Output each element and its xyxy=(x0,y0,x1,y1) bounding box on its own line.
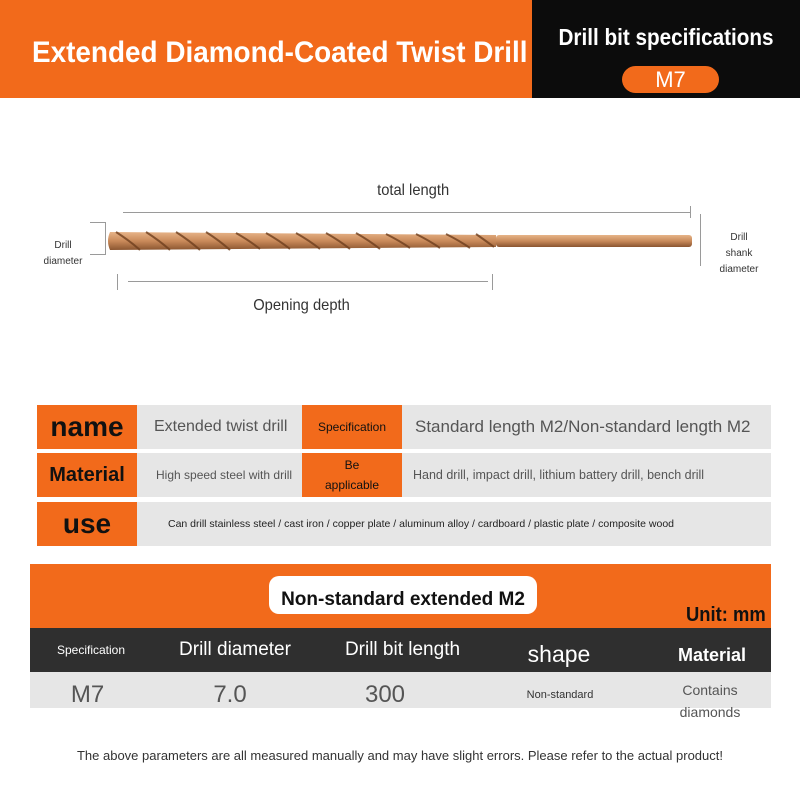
spec-table-title: Non-standard extended M2 xyxy=(269,576,537,614)
spec-heading: Drill bit specifications xyxy=(558,24,774,50)
drill-diagram xyxy=(0,160,800,330)
th-material: Material xyxy=(677,644,747,665)
spec-panel xyxy=(532,0,800,98)
header-banner xyxy=(0,0,532,98)
use-label: use xyxy=(37,502,137,546)
total-length-tick xyxy=(690,206,691,218)
opening-depth-tick-right xyxy=(492,274,493,290)
specification-label: Specification xyxy=(302,405,402,449)
use-value: Can drill stainless steel / cast iron / copper plate / aluminum alloy / cardboard / plastic plate / composite wood xyxy=(168,518,674,530)
name-value: Extended twist drill xyxy=(154,418,288,435)
applicable-value: Hand drill, impact drill, lithium battery drill, bench drill xyxy=(413,468,705,482)
opening-depth-label: Opening depth xyxy=(253,297,350,314)
page-title: Extended Diamond-Coated Twist Drill xyxy=(32,36,528,69)
material-value: High speed steel with drill xyxy=(156,468,293,482)
drill-bit-image xyxy=(106,226,696,256)
th-drill-bit-length: Drill bit length xyxy=(344,639,461,660)
diameter-cap-top xyxy=(90,222,106,223)
td-shape: Non-standard xyxy=(526,689,594,701)
shank-diameter-tick xyxy=(700,214,701,266)
td-specification: M7 xyxy=(70,681,105,708)
th-drill-diameter: Drill diameter xyxy=(179,639,291,660)
info-row-name xyxy=(37,405,771,449)
total-length-line xyxy=(123,212,690,213)
info-row-use xyxy=(37,502,771,546)
name-label: name xyxy=(37,405,137,449)
td-drill-diameter: 7.0 xyxy=(213,681,247,708)
info-row-material xyxy=(37,453,771,497)
applicable-label: Be applicable xyxy=(302,453,402,497)
td-material: Contains diamonds xyxy=(679,682,741,720)
th-specification: Specification xyxy=(56,643,126,657)
drill-diameter-label: Drill diameter xyxy=(43,240,83,267)
footer-disclaimer: The above parameters are all measured manually and may have slight errors. Please refer to the actual product! xyxy=(76,748,723,763)
td-drill-bit-length: 300 xyxy=(364,681,406,708)
opening-depth-tick-left xyxy=(117,274,118,290)
diameter-cap-bottom xyxy=(90,254,106,255)
spec-badge: M7 xyxy=(622,66,719,93)
material-label: Material xyxy=(37,453,137,497)
unit-label: Unit: mm xyxy=(686,604,766,626)
total-length-label: total length xyxy=(377,182,450,199)
specification-value: Standard length M2/Non-standard length M2 xyxy=(415,417,751,436)
th-shape: shape xyxy=(527,640,591,667)
shank-diameter-label: Drill shank diameter xyxy=(719,232,759,275)
opening-depth-line xyxy=(128,281,488,282)
